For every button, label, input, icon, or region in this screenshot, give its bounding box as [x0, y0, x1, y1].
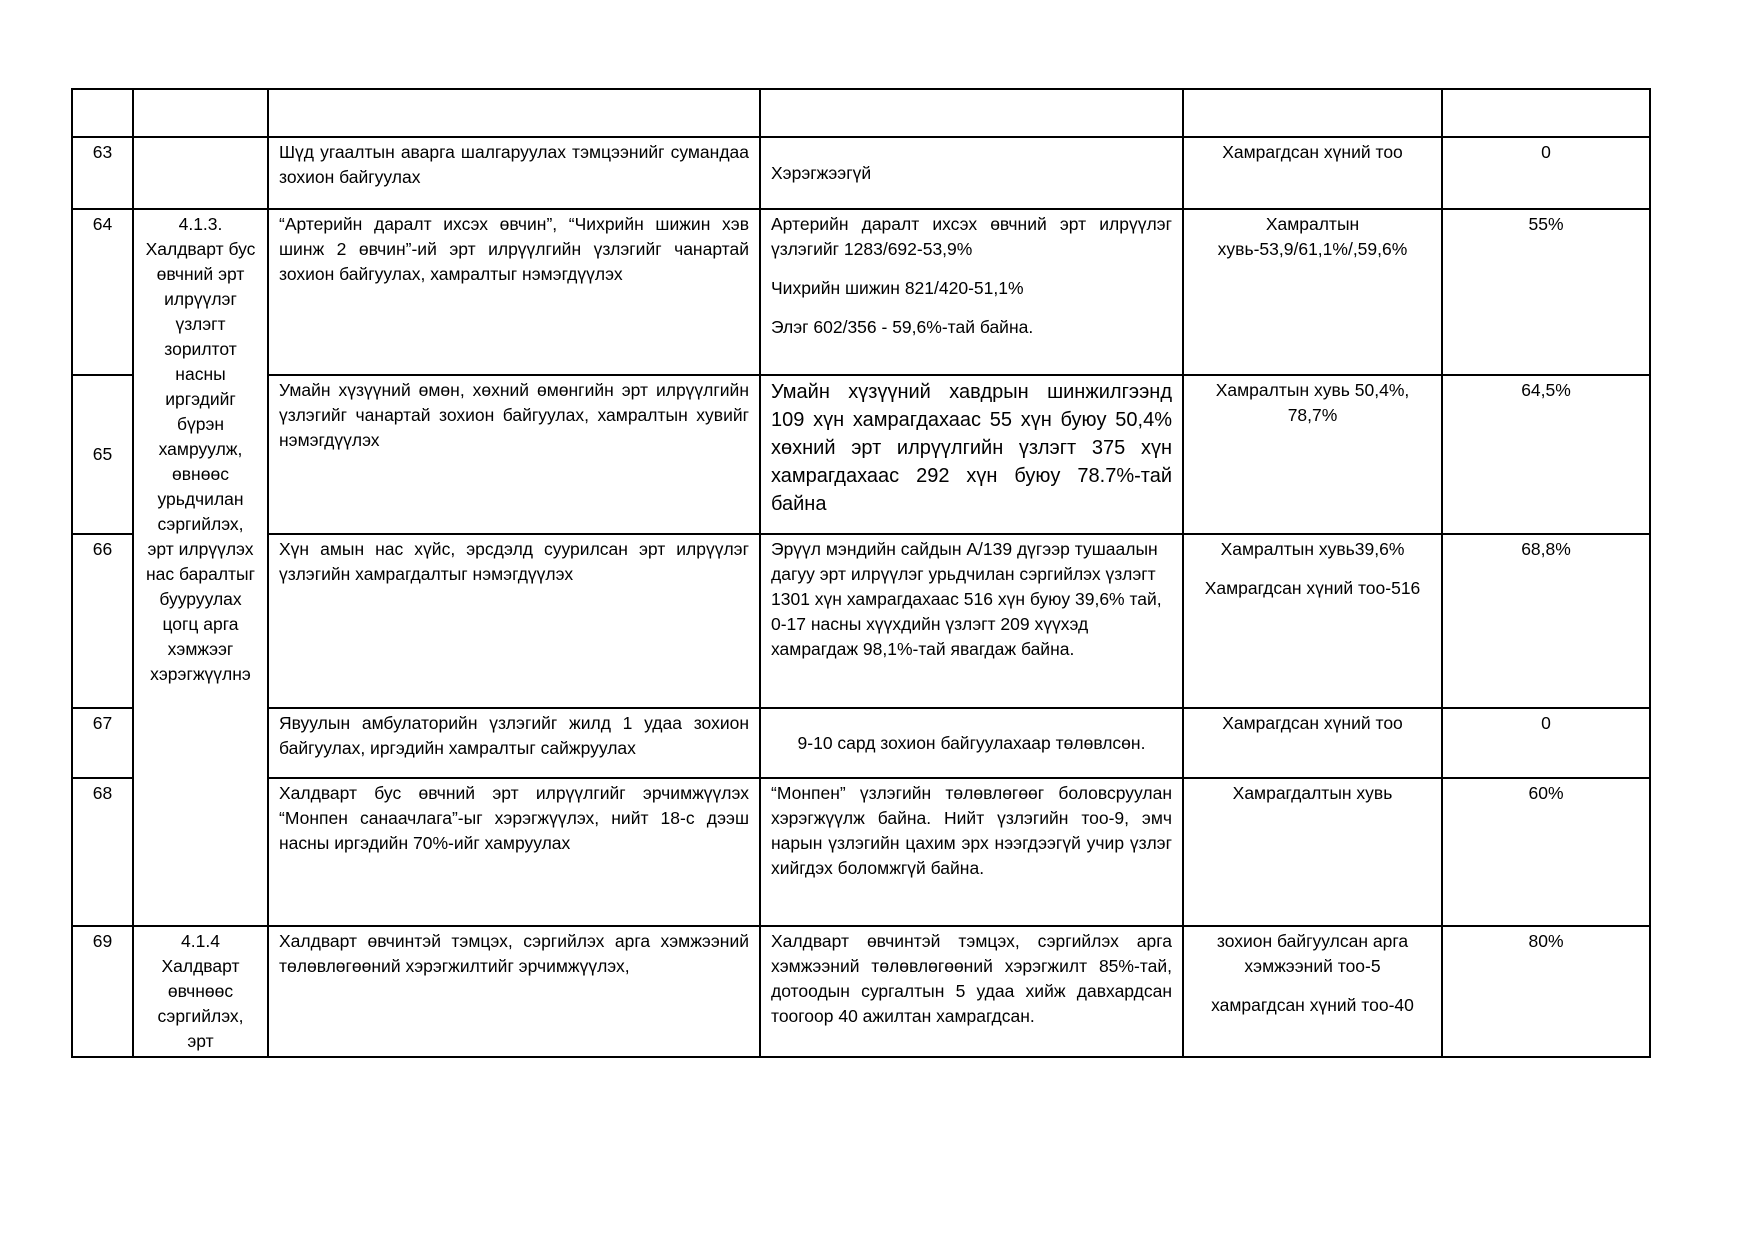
indicator-cell — [1183, 778, 1442, 926]
result-cell — [760, 708, 1183, 778]
value-cell: 0 — [1442, 708, 1650, 778]
table-header-row — [72, 89, 1650, 137]
result-cell — [760, 926, 1183, 1057]
goal-cell-empty — [133, 137, 268, 209]
result-cell — [760, 209, 1183, 375]
result-text: Хэрэгжээгүй — [771, 162, 872, 183]
plan-implementation-table — [71, 88, 1651, 1058]
indicator-text: Хамрагдалтын хувь — [1232, 783, 1393, 803]
row-number: 65 — [72, 375, 133, 534]
result-text: Элэг 602/356 - 59,6%-тай байна. — [771, 317, 1034, 337]
activity-cell: Шүд угаалтын аварга шалгаруулах тэмцээнийг сумандаа зохион байгуулах — [268, 137, 760, 209]
result-cell — [760, 375, 1183, 534]
table-row — [72, 534, 1650, 708]
value-cell: 60% — [1442, 778, 1650, 926]
table-row — [72, 137, 1650, 209]
indicator-text: Хамрагдсан хүний тоо-516 — [1204, 578, 1421, 598]
result-cell — [760, 778, 1183, 926]
result-text: Артерийн даралт ихсэх өвчний эрт илрүүлэг үзлэгийг 1283/692-53,9% — [771, 214, 1172, 259]
activity-cell: Халдварт бус өвчний эрт илрүүлгийг эрчимжүүлэх “Монпен санаачлага”-ыг хэрэгжүүлэх, нийт 18-с дээш насны иргэдийн 70%-ийг хамруулах — [268, 778, 760, 926]
indicator-cell — [1183, 137, 1442, 209]
indicator-cell — [1183, 708, 1442, 778]
indicator-text: Хамралтын хувь39,6% — [1220, 539, 1405, 559]
value-cell: 0 — [1442, 137, 1650, 209]
row-number: 66 — [72, 534, 133, 708]
table-cell — [133, 89, 268, 137]
result-text: “Монпен” үзлэгийн төлөвлөгөөг боловсруулан хэрэгжүүлж байна. Нийт үзлэгийн тоо-9, эмч нарын үзлэгийн цахим эрх нээгдээгүй учир үзлэг хийгдэх боломжгүй байна. — [771, 783, 1172, 878]
result-text: Халдварт өвчинтэй тэмцэх, сэргийлэх арга хэмжээний төлөвлөгөөний хэрэгжилт 85%-тай, дотоодын сургалтын 5 удаа хийж давхардсан тоогоор 40 ажилтан хамрагдсан. — [771, 931, 1172, 1026]
indicator-cell — [1183, 375, 1442, 534]
activity-cell: Умайн хүзүүний өмөн, хөхний өмөнгийн эрт илрүүлгийн үзлэгийг чанартай зохион байгуулах, хамралтын хувийг нэмэгдүүлэх — [268, 375, 760, 534]
table-row — [72, 778, 1650, 926]
indicator-cell — [1183, 209, 1442, 375]
table-row — [72, 708, 1650, 778]
table-cell — [268, 89, 760, 137]
table-cell — [1183, 89, 1442, 137]
result-cell — [760, 137, 1183, 209]
activity-cell: Явуулын амбулаторийн үзлэгийг жилд 1 удаа зохион байгуулах, иргэдийн хамралтыг сайжруулах — [268, 708, 760, 778]
activity-cell: Халдварт өвчинтэй тэмцэх, сэргийлэх арга хэмжээний төлөвлөгөөний хэрэгжилтийг эрчимжүүлэх, — [268, 926, 760, 1057]
activity-cell: Хүн амын нас хүйс, эрсдэлд суурилсан эрт илрүүлэг үзлэгийн хамрагдалтыг нэмэгдүүлэх — [268, 534, 760, 708]
indicator-text: зохион байгуулсан арга хэмжээний тоо-5 — [1216, 931, 1409, 976]
result-text: Умайн хүзүүний хавдрын шинжилгээнд 109 хүн хамрагдахаас 55 хүн буюу 50,4% хөхний эрт илрүүлгийн үзлэгт 375 хүн хамрагдахаас 292 хүн буюу 78.7%-тай байна — [771, 381, 1172, 515]
activity-cell: “Артерийн даралт ихсэх өвчин”, “Чихрийн шижин хэв шинж 2 өвчин”-ий эрт илрүүлгийн үзлэгийг чанартай зохион байгуулах, хамралтыг нэмэгдүүлэх — [268, 209, 760, 375]
row-number: 68 — [72, 778, 133, 926]
goal-cell: 4.1.4 Халдварт өвчнөөс сэргийлэх, эрт — [133, 926, 268, 1057]
table-cell — [760, 89, 1183, 137]
row-number: 64 — [72, 209, 133, 375]
value-cell: 64,5% — [1442, 375, 1650, 534]
indicator-text: Хамралтын хувь-53,9/61,1%/,59,6% — [1217, 214, 1408, 259]
value-cell: 80% — [1442, 926, 1650, 1057]
table-cell — [1442, 89, 1650, 137]
row-number: 67 — [72, 708, 133, 778]
indicator-cell — [1183, 926, 1442, 1057]
indicator-text: Хамрагдсан хүний тоо — [1222, 142, 1403, 162]
indicator-text: Хамралтын хувь 50,4%, 78,7% — [1215, 380, 1410, 425]
table-row — [72, 926, 1650, 1057]
result-cell — [760, 534, 1183, 708]
value-cell: 68,8% — [1442, 534, 1650, 708]
row-number: 69 — [72, 926, 133, 1057]
result-text: Чихрийн шижин 821/420-51,1% — [771, 278, 1024, 298]
table-row — [72, 209, 1650, 375]
value-cell: 55% — [1442, 209, 1650, 375]
indicator-text: хамрагдсан хүний тоо-40 — [1211, 995, 1414, 1015]
row-number: 63 — [72, 137, 133, 209]
indicator-cell — [1183, 534, 1442, 708]
result-text: Эрүүл мэндийн сайдын А/139 дүгээр тушаалын дагуу эрт илрүүлэг урьдчилан сэргийлэх үзлэгт 1301 хүн хамрагдахаас 516 хүн буюу 39,6% тай, 0-17 насны хүүхдийн үзлэгт 209 хүүхэд хамрагдаж 98,1%-тай явагдаж байна. — [771, 539, 1162, 659]
result-text: 9-10 сард зохион байгуулахаар төлөвлсөн. — [797, 732, 1146, 753]
table-row — [72, 375, 1650, 534]
goal-cell: 4.1.3. Халдварт бус өвчний эрт илрүүлэг үзлэгт зорилтот насны иргэдийг бүрэн хамруулж, өвнөөс урьдчилан сэргийлэх, эрт илрүүлэх нас баралтыг бууруулах цогц арга хэмжээг хэрэгжүүлнэ — [133, 209, 268, 926]
table-cell — [72, 89, 133, 137]
indicator-text: Хамрагдсан хүний тоо — [1222, 713, 1403, 733]
